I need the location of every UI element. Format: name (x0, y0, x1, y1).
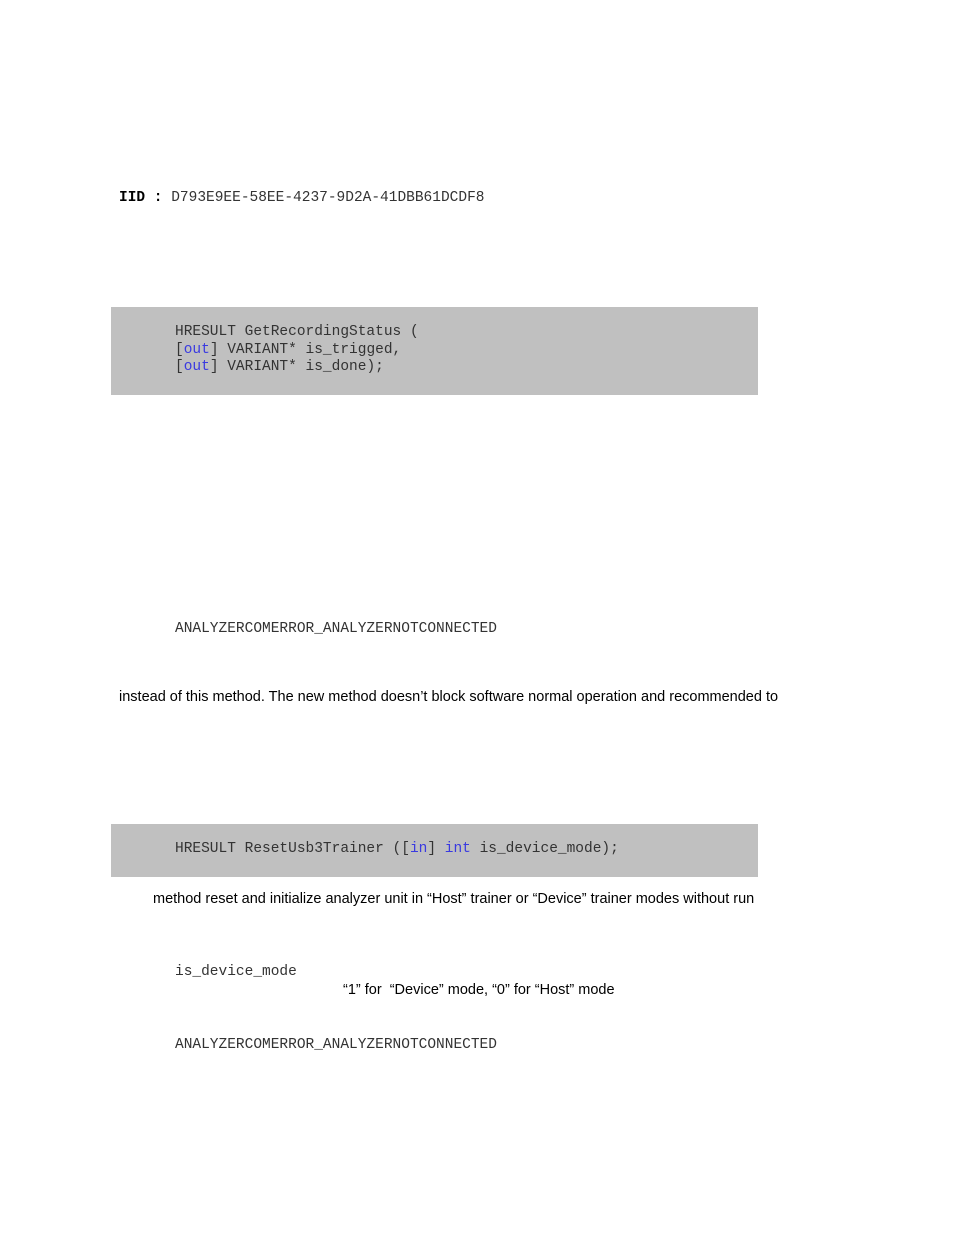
code-line (175, 841, 619, 859)
keyword-in: in (409, 841, 428, 857)
parameter-description: “1” for “Device” mode, “0” for “Host” mode (343, 982, 615, 998)
code-text: ] VARIANT* is_trigged, (209, 341, 402, 358)
keyword-int: int (444, 841, 471, 857)
parameter-name: is_device_mode (175, 964, 297, 980)
iid-line (119, 190, 484, 208)
code-line (175, 359, 419, 377)
bracket: [ (175, 359, 184, 375)
code-text: ] (427, 841, 445, 857)
code-block-get-recording-status (111, 307, 758, 395)
code-block-reset-usb3-trainer (111, 824, 758, 877)
error-code: ANALYZERCOMERROR_ANALYZERNOTCONNECTED (175, 1037, 497, 1053)
paragraph-text: method reset and initialize analyzer unit in “Host” trainer or “Device” trainer modes without run (153, 891, 755, 907)
code-text: ] VARIANT* is_done); (209, 359, 384, 375)
code-line: HRESULT GetRecordingStatus ( (175, 324, 419, 340)
error-code: ANALYZERCOMERROR_ANALYZERNOTCONNECTED (175, 621, 497, 637)
bracket: [ (175, 341, 184, 358)
code-text: HRESULT ResetUsb3Trainer ([ (175, 841, 410, 857)
keyword-out: out (183, 359, 210, 375)
iid-label: IID : (119, 190, 163, 206)
iid-value: D793E9EE-58EE-4237-9D2A-41DBB61DCDF8 (171, 190, 485, 206)
code-text: is_device_mode); (470, 841, 619, 857)
code-line (175, 342, 419, 360)
paragraph-text: instead of this method. The new method doesn’t block software normal operation and recommended to (119, 689, 779, 705)
keyword-out: out (183, 341, 210, 358)
